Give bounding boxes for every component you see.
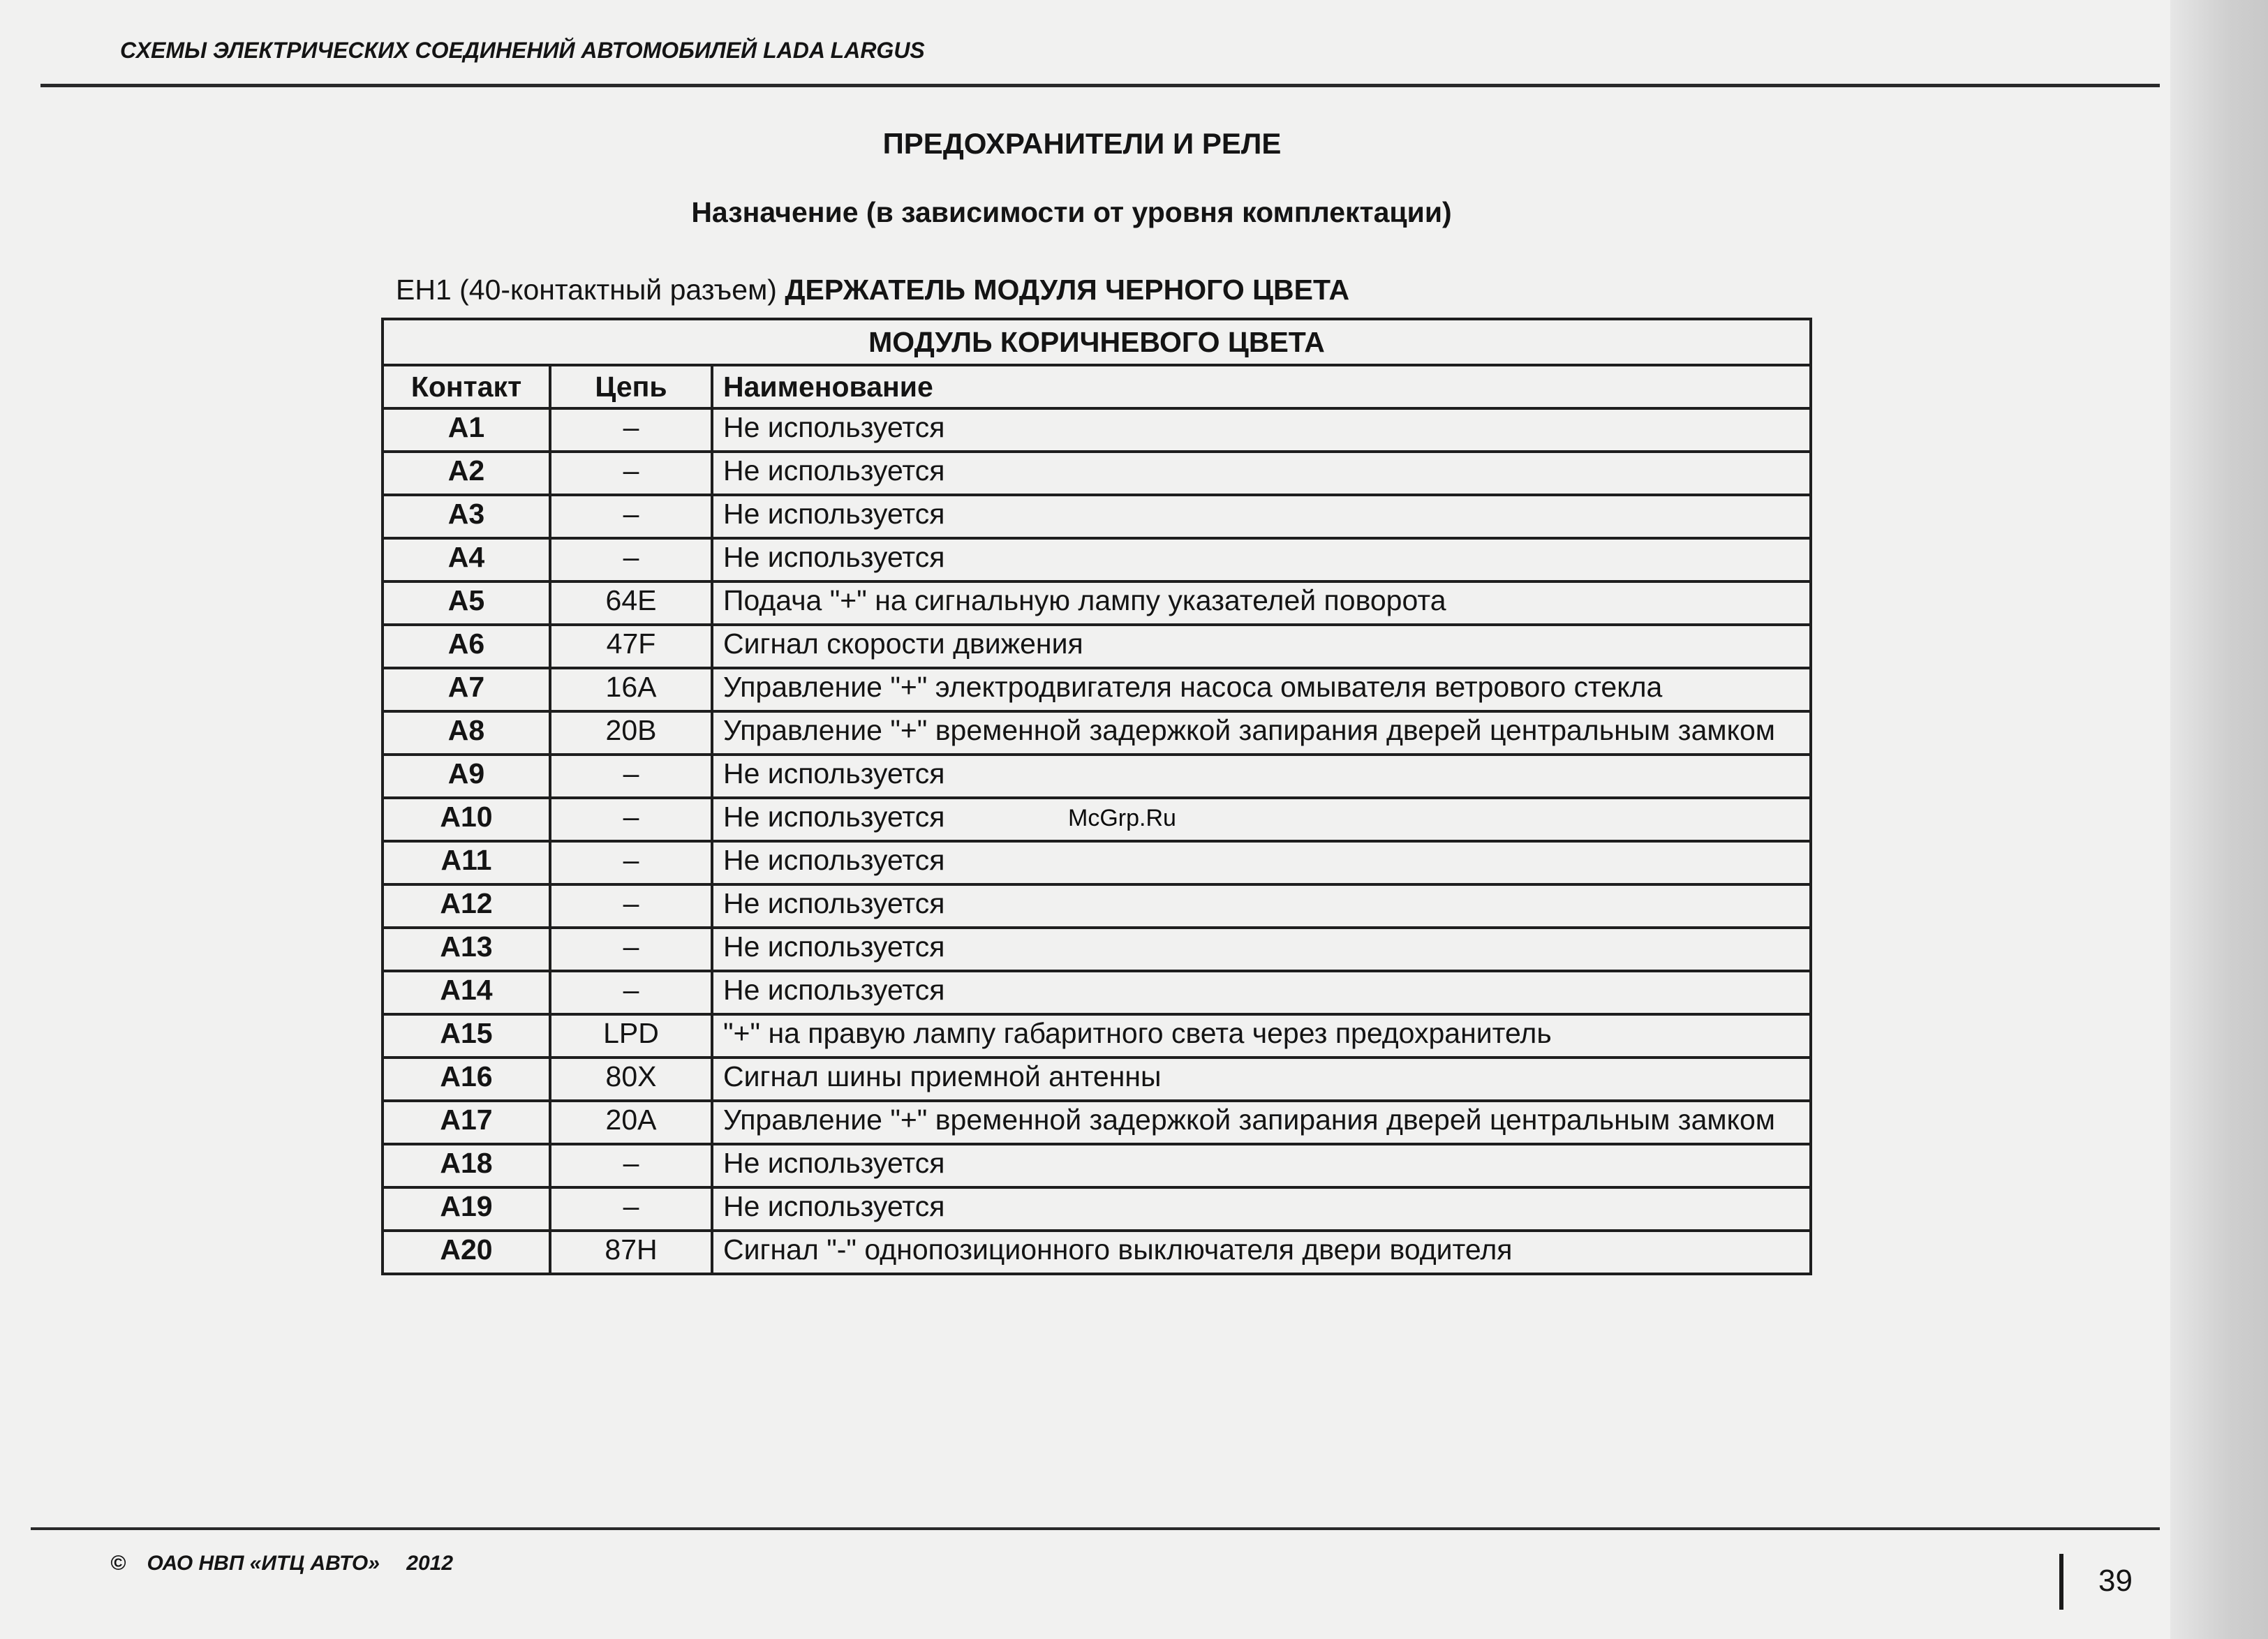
table-row <box>383 452 1811 495</box>
name-cell: Сигнал скорости движения <box>712 625 1811 668</box>
connector-caption <box>396 274 1349 306</box>
name-cell: Не используется <box>712 408 1811 452</box>
circuit-cell: 64E <box>550 581 712 625</box>
table-row <box>383 581 1811 625</box>
table-row <box>383 495 1811 538</box>
circuit-cell: – <box>550 1187 712 1231</box>
table-row <box>383 668 1811 711</box>
contact-cell: A11 <box>383 841 550 884</box>
table-row <box>383 1058 1811 1101</box>
table-row <box>383 408 1811 452</box>
table-row <box>383 884 1811 928</box>
circuit-cell: – <box>550 495 712 538</box>
contact-cell: A17 <box>383 1101 550 1144</box>
name-cell: "+" на правую лампу габаритного света через предохранитель <box>712 1014 1811 1058</box>
name-cell: Подача "+" на сигнальную лампу указателей поворота <box>712 581 1811 625</box>
table-row <box>383 1014 1811 1058</box>
contact-cell: A10 <box>383 798 550 841</box>
table-row <box>383 755 1811 798</box>
page-number-bar <box>2059 1554 2063 1610</box>
contact-cell: A1 <box>383 408 550 452</box>
name-cell: Не используется <box>712 538 1811 581</box>
circuit-cell: – <box>550 798 712 841</box>
watermark: McGrp.Ru <box>1068 805 1176 831</box>
contact-cell: A7 <box>383 668 550 711</box>
name-cell: Не используется <box>712 1144 1811 1187</box>
table-row <box>383 971 1811 1014</box>
table-row <box>383 1144 1811 1187</box>
name-cell: Не используется <box>712 928 1811 971</box>
table-row <box>383 538 1811 581</box>
circuit-cell: – <box>550 452 712 495</box>
contact-cell: A15 <box>383 1014 550 1058</box>
circuit-cell: 16A <box>550 668 712 711</box>
name-cell: Управление "+" временной задержкой запирания дверей центральным замком <box>712 1101 1811 1144</box>
circuit-cell: – <box>550 408 712 452</box>
contact-cell: A6 <box>383 625 550 668</box>
name-cell: Не используется <box>712 884 1811 928</box>
contact-cell: A18 <box>383 1144 550 1187</box>
module-title: МОДУЛЬ КОРИЧНЕВОГО ЦВЕТА <box>383 319 1811 365</box>
table-row <box>383 711 1811 755</box>
circuit-cell: 87H <box>550 1231 712 1274</box>
table-body <box>383 408 1811 1274</box>
contact-cell: A12 <box>383 884 550 928</box>
circuit-cell: LPD <box>550 1014 712 1058</box>
contact-cell: A4 <box>383 538 550 581</box>
circuit-cell: – <box>550 538 712 581</box>
circuit-cell: 20A <box>550 1101 712 1144</box>
contact-cell: A8 <box>383 711 550 755</box>
page-edge-shadow <box>2170 0 2268 1639</box>
table-row <box>383 1231 1811 1274</box>
connector-holder: ДЕРЖАТЕЛЬ МОДУЛЯ ЧЕРНОГО ЦВЕТА <box>785 274 1350 306</box>
footer-copyright <box>110 1552 453 1575</box>
contact-cell: A5 <box>383 581 550 625</box>
name-cell: Не используется <box>712 452 1811 495</box>
publication-year: 2012 <box>406 1552 454 1575</box>
page-subtitle: Назначение (в зависимости от уровня комплектации) <box>691 196 1452 228</box>
contact-cell: A3 <box>383 495 550 538</box>
circuit-cell: 20B <box>550 711 712 755</box>
name-cell: Не используется <box>712 971 1811 1014</box>
circuit-cell: – <box>550 755 712 798</box>
name-cell: Сигнал "-" однопозиционного выключателя двери водителя <box>712 1231 1811 1274</box>
name-cell: Управление "+" временной задержкой запирания дверей центральным замком <box>712 711 1811 755</box>
table-row <box>383 625 1811 668</box>
name-cell: Не используется <box>712 755 1811 798</box>
name-cell: Не используется <box>712 841 1811 884</box>
contact-cell: A16 <box>383 1058 550 1101</box>
circuit-cell: – <box>550 1144 712 1187</box>
connector-id: ЕН1 (40-контактный разъем) <box>396 274 777 306</box>
publisher-name: ОАО НВП «ИТЦ АВТО» <box>147 1552 380 1575</box>
contact-cell: A13 <box>383 928 550 971</box>
contact-cell: A20 <box>383 1231 550 1274</box>
column-header-name: Наименование <box>712 365 1811 408</box>
table-row <box>383 1101 1811 1144</box>
pinout-table <box>381 318 1812 1275</box>
contact-cell: A2 <box>383 452 550 495</box>
copyright-symbol: © <box>110 1552 126 1575</box>
circuit-cell: – <box>550 928 712 971</box>
page-title: ПРЕДОХРАНИТЕЛИ И РЕЛЕ <box>882 127 1282 160</box>
circuit-cell: – <box>550 841 712 884</box>
column-header-circuit: Цепь <box>550 365 712 408</box>
name-cell: Управление "+" электродвигателя насоса омывателя ветрового стекла <box>712 668 1811 711</box>
circuit-cell: – <box>550 884 712 928</box>
table-row <box>383 1187 1811 1231</box>
running-header: СХЕМЫ ЭЛЕКТРИЧЕСКИХ СОЕДИНЕНИЙ АВТОМОБИЛЕЙ LADA LARGUS <box>120 38 925 63</box>
name-cell: Сигнал шины приемной антенны <box>712 1058 1811 1101</box>
circuit-cell: 80X <box>550 1058 712 1101</box>
table-row <box>383 928 1811 971</box>
column-header-contact: Контакт <box>383 365 550 408</box>
contact-cell: A14 <box>383 971 550 1014</box>
circuit-cell: – <box>550 971 712 1014</box>
contact-cell: A19 <box>383 1187 550 1231</box>
name-cell: Не используется <box>712 798 1811 841</box>
table-row <box>383 841 1811 884</box>
footer-divider <box>31 1527 2160 1530</box>
page-number: 39 <box>2098 1564 2133 1598</box>
name-cell: Не используется <box>712 1187 1811 1231</box>
header-divider <box>40 84 2160 87</box>
contact-cell: A9 <box>383 755 550 798</box>
circuit-cell: 47F <box>550 625 712 668</box>
name-cell: Не используется <box>712 495 1811 538</box>
